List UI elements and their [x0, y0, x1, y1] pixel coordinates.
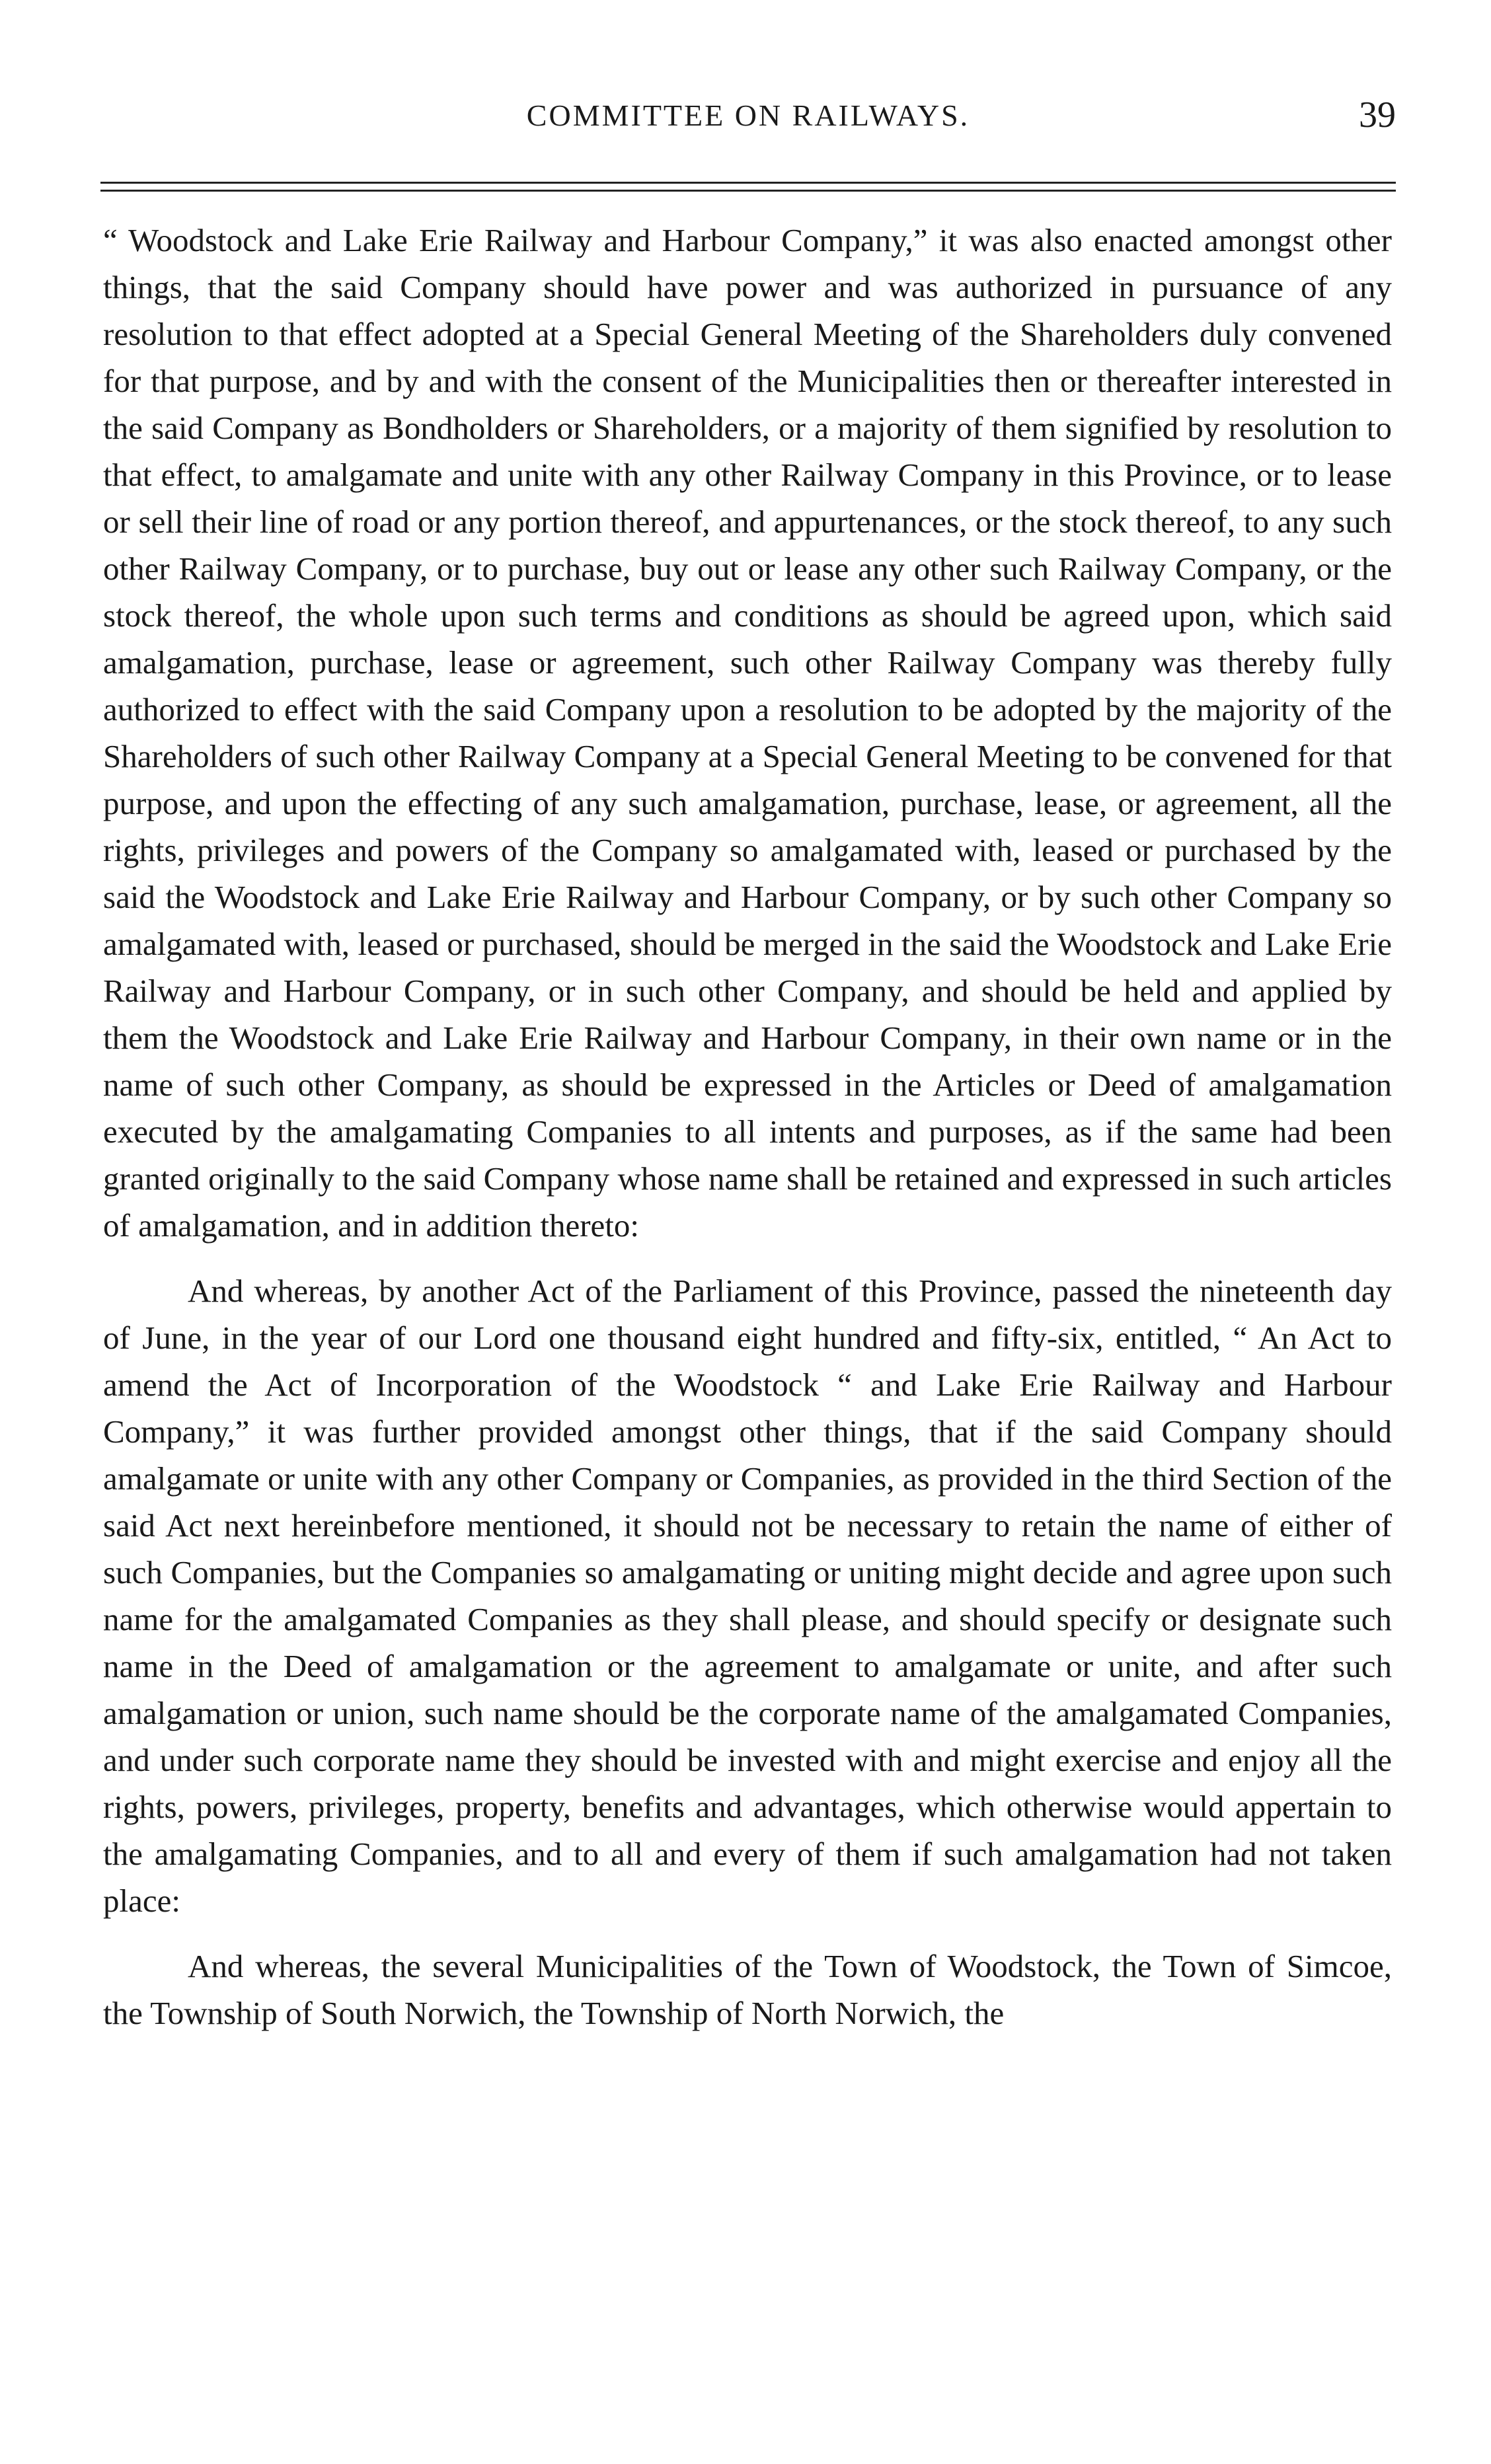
header-rule-top	[100, 182, 1396, 184]
page-number: 39	[1359, 94, 1396, 135]
header-rule-bottom	[100, 190, 1396, 192]
body-text	[103, 217, 1392, 2417]
paragraph-whereas-municipalities: And whereas, the several Municipalities of the Town of Woodstock, the Town of Simcoe, the Township of South Norwich, the Township of North Norwich, the	[103, 1948, 1392, 2031]
running-title: COMMITTEE ON RAILWAYS.	[526, 98, 970, 132]
paragraph-whereas-act: And whereas, by another Act of the Parliament of this Province, passed the nineteenth day of June, in the year of our Lord one thousand eight hundred and fifty-six, entitled, “ An Act to amend the Act of Incorporation of the Woodstock “ and Lake Erie Railway and Harbour Company,” it was further provided amongst other things, that if the said Company should amalgamate or unite with any other Company or Companies, as provided in the third Section of the said Act next hereinbefore mentioned, it should not be necessary to retain the name of either of such Companies, but the Companies so amalgamating or uniting might decide and agree upon such name for the amalgamated Companies as they shall please, and should specify or designate such name in the Deed of amalgamation or the agreement to amalgamate or unite, and after such amalgamation or union, such name should be the corporate name of the amalgamated Companies, and under such corporate name they should be invested with and might exercise and enjoy all the rights, powers, privileges, property, benefits and advantages, which otherwise would appertain to the amalgamating Companies, and to all and every of them if such amalgamation had not taken place:	[103, 1273, 1392, 1919]
page-header	[100, 94, 1396, 144]
paragraph-continuation: “ Woodstock and Lake Erie Railway and Harbour Company,” it was also enacted amongst other things, that the said Company should have power and was authorized in pursuance of any resolution to that effect adopted at a Special General Meeting of the Shareholders duly convened for that purpose, and by and with the consent of the Municipalities then or thereafter interested in the said Company as Bondholders or Shareholders, or a majority of them signified by resolution to that effect, to amalgamate and unite with any other Railway Company in this Province, or to lease or sell their line of road or any portion thereof, and appurtenances, or the stock thereof, to any such other Railway Company, or to purchase, buy out or lease any other such Railway Company, or the stock thereof, the whole upon such terms and conditions as should be agreed upon, which said amalgamation, purchase, lease or agreement, such other Railway Company was thereby fully authorized to effect with the said Company upon a resolution to be adopted by the majority of the Shareholders of such other Railway Company at a Special General Meeting to be convened for that purpose, and upon the effecting of any such amalgamation, purchase, lease, or agreement, all the rights, privileges and powers of the Company so amalgamated with, leased or purchased by the said the Woodstock and Lake Erie Railway and Harbour Company, or by such other Company so amalgamated with, leased or purchased, should be merged in the said the Woodstock and Lake Erie Railway and Harbour Company, or in such other Company, and should be held and applied by them the Woodstock and Lake Erie Railway and Harbour Company, in their own name or in the name of such other Company, as should be expressed in the Articles or Deed of amalgamation executed by the amalgamating Companies to all intents and purposes, as if the same had been granted originally to the said Company whose name shall be retained and expressed in such articles of amalgamation, and in addition thereto:	[103, 222, 1392, 1244]
